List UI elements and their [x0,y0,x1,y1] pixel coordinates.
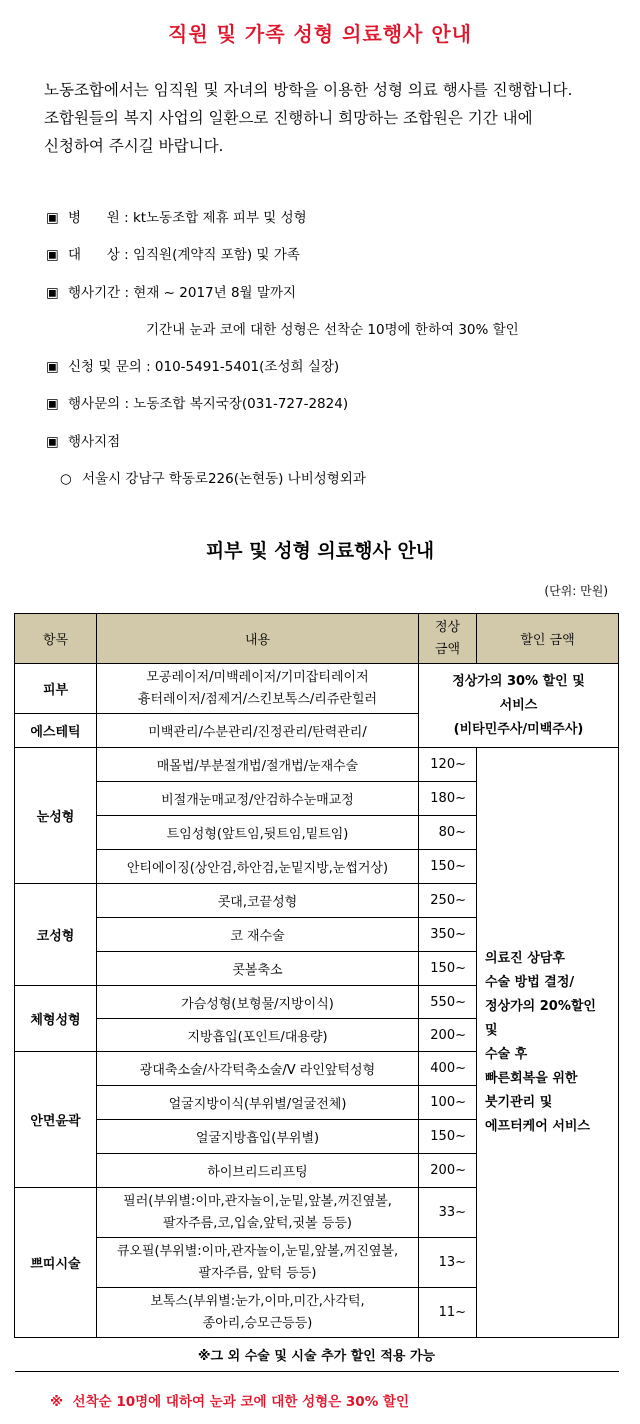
content-cell [97,664,419,714]
content-cell: 코 재수술 [97,918,419,952]
content-cell: 가슴성형(보형물/지방이식) [97,986,419,1019]
info-contact [46,392,348,412]
content-cell: 매몰법/부분절개법/절개법/눈재수술 [97,748,419,782]
category-petit: 쁘띠시술 [15,1188,97,1338]
info-period-note: 기간내 눈과 코에 대한 성형은 선착순 10명에 한하여 30% 할인 [146,322,519,338]
bullet-icon: ▣ [46,210,59,226]
price-cell: 13~ [419,1238,477,1288]
discount-line: 붓기관리 및 [485,1094,553,1110]
content-cell: 얼굴지방이식(부위별/얼굴전체) [97,1086,419,1120]
header-content: 내용 [97,614,419,664]
content-cell: 콧대,코끝성형 [97,884,419,918]
info-target-text: 대 상 : 임직원(계약직 포함) 및 가족 [68,247,300,263]
content-cell: 콧볼축소 [97,952,419,986]
price-cell: 200~ [419,1019,477,1052]
content-cell: 트임성형(앞트임,뒷트임,밑트임) [97,816,419,850]
discount-line: 의료진 상담후 [485,950,565,966]
page-title: 직원 및 가족 성형 의료행사 안내 [168,22,472,46]
content-line: 종아리,승모근등등) [202,1315,313,1331]
header-price-line: 정상 [434,619,461,635]
content-line: 팔자주름, 앞턱 등등) [198,1265,317,1281]
bullet-icon: ▣ [46,359,59,375]
discount-line: 수술 후 [485,1046,528,1062]
price-cell: 11~ [419,1288,477,1338]
price-cell: 180~ [419,782,477,816]
content-cell: 안티에이징(상안검,하안검,눈밑지방,눈썹거상) [97,850,419,884]
bullet-icon: ▣ [46,396,59,412]
bullet-icon: ▣ [46,247,59,263]
info-contact-text: 행사문의 : 노동조합 복지국장(031-727-2824) [68,396,349,412]
price-cell: 150~ [419,952,477,986]
category-nose: 코성형 [15,884,97,986]
price-cell: 400~ [419,1052,477,1086]
content-line: 흉터레이저/점제거/스킨보톡스/리쥬란힐러 [137,691,378,707]
content-line: 모공레이저/미백레이저/기미잡티레이저 [146,669,369,685]
circle-bullet-icon: ○ [60,471,72,487]
skin-discount [419,664,619,748]
intro-line: 신청하여 주시길 바랍니다. [44,137,224,155]
bullet-icon: ▣ [46,434,59,450]
discount-line: 정상가의 30% 할인 및 [452,673,585,689]
header-discount: 할인 금액 [477,614,619,664]
discount-line: 서비스 [499,697,538,713]
content-line: 팔자주름,코,입술,앞턱,귓볼 등등) [163,1215,352,1231]
category-face: 안면윤곽 [15,1052,97,1188]
info-target [46,243,300,263]
content-line: 보톡스(부위별:눈가,이마,미간,사각턱, [150,1293,365,1309]
info-branch-label [46,430,120,450]
content-cell: 하이브리드리프팅 [97,1154,419,1188]
info-apply-text: 신청 및 문의 : 010-5491-5401(조성희 실장) [68,359,340,375]
table-header-row [15,614,619,664]
info-branch-text: 서울시 강남구 학동로226(논현동) 나비성형외과 [82,471,366,487]
info-branch-label-text: 행사지점 [68,434,121,450]
discount-line: 및 [485,1022,498,1038]
content-cell [97,1288,419,1338]
info-hospital-text: 병 원 : kt노동조합 제휴 피부 및 성형 [68,210,307,226]
intro-text [44,76,634,160]
discount-line: 수술 방법 결정/ [485,974,575,990]
discount-line: (비타민주사/미백주사) [453,721,584,737]
table-row [15,664,619,714]
content-line: 필러(부위별:이마,관자놀이,눈밑,앞볼,꺼진옆볼, [123,1193,392,1209]
category-body: 체형성형 [15,986,97,1052]
info-period [46,281,296,301]
price-cell: 550~ [419,986,477,1019]
price-table [14,613,619,1372]
category-skin: 피부 [15,664,97,714]
discount-line: 에프터케어 서비스 [485,1118,590,1134]
unit-label: (단위: 만원) [544,584,608,598]
surgery-discount [477,748,619,1338]
price-cell: 350~ [419,918,477,952]
info-period-text: 행사기간 : 현재 ~ 2017년 8월 말까지 [68,285,297,301]
category-eye: 눈성형 [15,748,97,884]
price-cell: 150~ [419,1120,477,1154]
price-cell: 250~ [419,884,477,918]
info-apply [46,355,339,375]
content-cell [97,1238,419,1288]
content-cell: 비절개눈매교정/안검하수눈매교정 [97,782,419,816]
price-cell: 80~ [419,816,477,850]
price-cell: 200~ [419,1154,477,1188]
table-title: 피부 및 성형 의료행사 안내 [205,540,435,562]
content-cell: 미백관리/수분관리/진정관리/탄력관리/ [97,714,419,748]
content-cell: 광대축소술/사각턱축소술/V 라인앞턱성형 [97,1052,419,1086]
category-esthetic: 에스테틱 [15,714,97,748]
price-cell: 150~ [419,850,477,884]
price-cell: 100~ [419,1086,477,1120]
content-cell: 지방흡입(포인트/대용량) [97,1019,419,1052]
bullet-icon: ▣ [46,285,59,301]
header-price-line: 금액 [434,641,461,657]
intro-line: 노동조합에서는 임직원 및 자녀의 방학을 이용한 성형 의료 행사를 진행합니다. [44,81,573,99]
table-row [15,748,619,782]
footer-note: ※ 선착순 10명에 대하여 눈과 코에 대한 성형은 30% 할인 [50,1394,410,1410]
discount-line: 정상가의 20%할인 [485,998,596,1014]
content-cell: 얼굴지방흡입(부위별) [97,1120,419,1154]
price-cell: 120~ [419,748,477,782]
header-price [419,614,477,664]
note-row [15,1338,619,1372]
info-branch [60,467,366,487]
note-text: ※그 외 수술 및 시술 추가 할인 적용 가능 [15,1338,619,1372]
content-line: 큐오필(부위별:이마,관자놀이,눈밑,앞볼,꺼진옆볼, [116,1243,399,1259]
price-cell: 33~ [419,1188,477,1238]
discount-line: 빠른회복을 위한 [485,1070,578,1086]
info-hospital [46,206,307,226]
intro-line: 조합원들의 복지 사업의 일환으로 진행하니 희망하는 조합원은 기간 내에 [44,109,533,127]
header-item: 항목 [15,614,97,664]
content-cell [97,1188,419,1238]
